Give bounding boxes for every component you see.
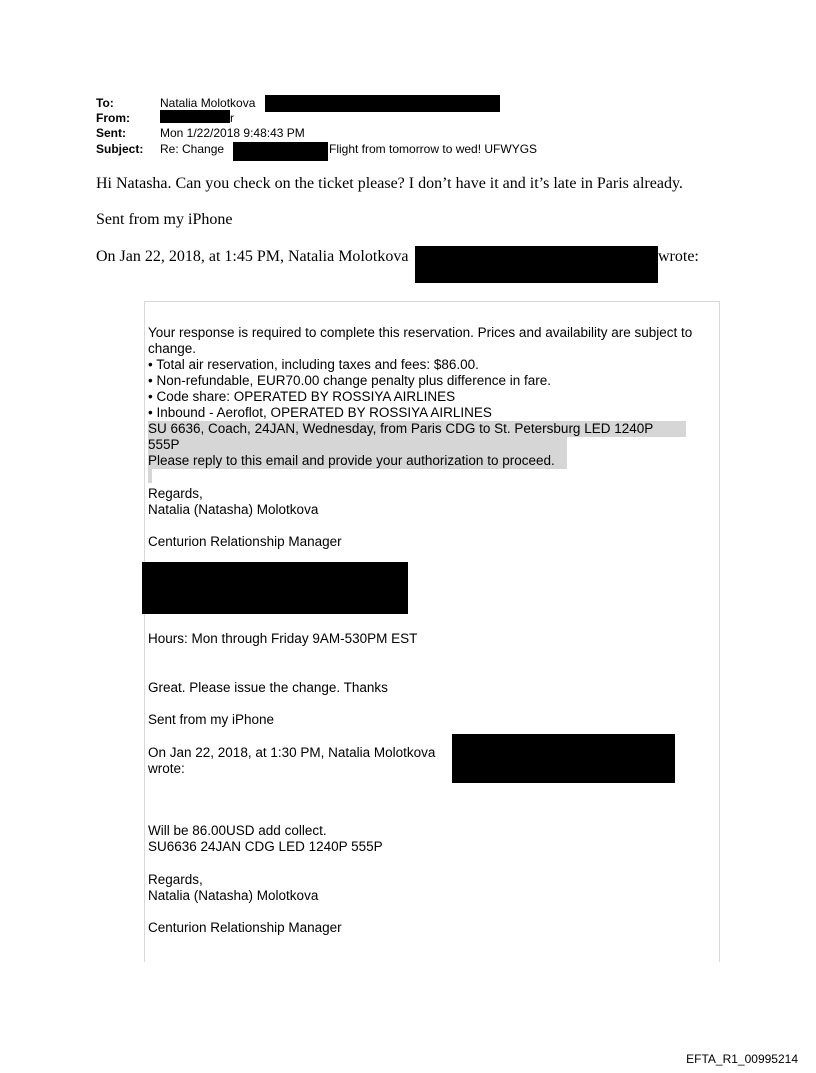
- redaction-contact: [142, 562, 408, 614]
- response-required-line: Your response is required to complete this reservation. Prices and availability are subject to: [148, 325, 693, 340]
- from-value: r: [230, 111, 234, 125]
- bullet-inbound: • Inbound - Aeroflot, OPERATED BY ROSSIYA AIRLINES: [148, 405, 492, 421]
- subject-value-a: Re: Change: [160, 142, 225, 156]
- hours-line: Hours: Mon through Friday 9AM-530PM EST: [148, 631, 418, 646]
- from-label: From:: [96, 111, 130, 125]
- regards: Regards,: [148, 486, 203, 501]
- redaction-to: [265, 95, 500, 112]
- great-line: Great. Please issue the change. Thanks: [148, 680, 388, 695]
- redaction-email-1: [415, 246, 658, 283]
- redaction-from: [160, 110, 230, 123]
- signature-title-2: Centurion Relationship Manager: [148, 920, 342, 935]
- redaction-subject: [233, 142, 328, 161]
- body-on-date-a: On Jan 22, 2018, at 1:45 PM, Natalia Molotkova: [96, 248, 409, 265]
- highlight-caret: [148, 469, 152, 483]
- document-id: EFTA_R1_00995214: [686, 1052, 798, 1066]
- to-value: Natalia Molotkova: [160, 96, 256, 110]
- reply-line: Please reply to this email and provide your authorization to proceed.: [148, 453, 567, 469]
- on-date-line-b: wrote:: [148, 761, 185, 776]
- flight-line-2: 555P: [148, 437, 567, 453]
- signature-title: Centurion Relationship Manager: [148, 534, 342, 549]
- sent-from-iphone-2: Sent from my iPhone: [148, 712, 275, 727]
- quoted-message: [144, 301, 720, 962]
- regards-2: Regards,: [148, 872, 203, 887]
- bullet-codeshare: • Code share: OPERATED BY ROSSIYA AIRLINES: [148, 389, 455, 405]
- bullet-nonrefundable: • Non-refundable, EUR70.00 change penalty plus difference in fare.: [148, 373, 551, 389]
- response-required-line-2: change.: [148, 341, 197, 356]
- flight-line: SU 6636, Coach, 24JAN, Wednesday, from Paris CDG to St. Petersburg LED 1240P: [148, 421, 686, 437]
- signature-name: Natalia (Natasha) Molotkova: [148, 502, 319, 517]
- sent-value: Mon 1/22/2018 9:48:43 PM: [160, 126, 305, 140]
- to-label: To:: [96, 96, 114, 110]
- subject-label: Subject:: [96, 142, 144, 156]
- body-sent-from-iphone: Sent from my iPhone: [96, 211, 233, 228]
- body-line-ticket: Hi Natasha. Can you check on the ticket please? I don’t have it and it’s late in Paris already.: [96, 175, 683, 192]
- sent-label: Sent:: [96, 126, 126, 140]
- on-date-line-a: On Jan 22, 2018, at 1:30 PM, Natalia Molotkova: [148, 745, 436, 760]
- will-be-line: Will be 86.00USD add collect.: [148, 823, 327, 838]
- redaction-email-2: [452, 734, 675, 783]
- bullet-total: • Total air reservation, including taxes and fees: $86.00.: [148, 357, 479, 373]
- subject-value-b: Flight from tomorrow to wed! UFWYGS: [329, 142, 538, 156]
- signature-name-2: Natalia (Natasha) Molotkova: [148, 888, 319, 903]
- body-on-date-b: wrote:: [658, 248, 699, 265]
- su-line: SU6636 24JAN CDG LED 1240P 555P: [148, 839, 383, 854]
